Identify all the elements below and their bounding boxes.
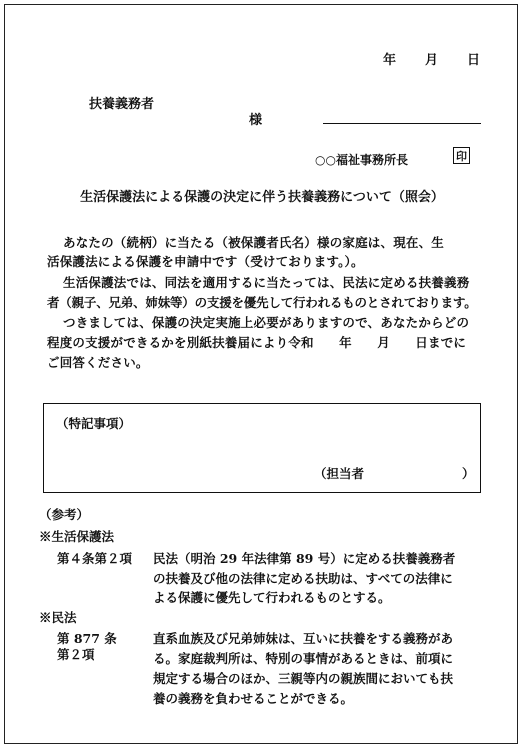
- body-line: 程度の支援ができるかを別紙扶養届により令和 年 月 日までに: [47, 335, 467, 350]
- reference-heading: （参考）: [39, 507, 90, 522]
- reference-text-line: 養の義務を負わせることができる。: [153, 691, 354, 706]
- reference-law-title: ※生活保護法: [39, 529, 115, 544]
- contact-person-label: （担当者: [314, 466, 365, 481]
- contact-person-close: ）: [462, 466, 475, 481]
- reference-text-line: よる保護に優先して行われるものとする。: [153, 590, 391, 605]
- reference-text-line: る。家庭裁判所は、特別の事情があるときは、前項に: [153, 651, 454, 666]
- date-month: 月: [425, 53, 439, 68]
- reference-article: 第 877 条: [57, 631, 117, 646]
- reference-text-line: の扶養及び他の法律に定める扶助は、すべての法律に: [153, 571, 453, 586]
- reference-article: 第２項: [57, 647, 95, 662]
- recipient-honorific: 様: [249, 113, 263, 128]
- reference-text-line: 直系血族及び兄弟姉妹は、互いに扶養をする義務があ: [153, 631, 454, 646]
- reference-article: 第４条第２項: [57, 551, 133, 566]
- date-year: 年: [383, 53, 397, 68]
- body-line: 活保護法による保護を申請中です（受けております。）。: [47, 254, 364, 269]
- reference-law-title: ※民法: [39, 610, 77, 625]
- recipient-name-line: [323, 123, 481, 124]
- reference-text-line: 規定する場合のほか、三親等内の親族間においても扶: [153, 671, 454, 686]
- reference-text-line: 民法（明治 29 年法律第 89 号）に定める扶養義務者: [153, 551, 456, 566]
- document-page: [4, 4, 518, 744]
- body-line: ご回答ください。: [47, 355, 149, 370]
- document-title: 生活保護法による保護の決定に伴う扶養義務について（照会）: [80, 190, 444, 205]
- seal-box: 印: [453, 147, 470, 164]
- body-line: 生活保護法では、同法を適用するに当たっては、民法に定める扶養義務: [63, 275, 470, 290]
- remarks-label: （特記事項）: [56, 416, 132, 431]
- body-line: 者（親子、兄弟、姉妹等）の支援を優先して行われるものとされております。: [47, 295, 477, 310]
- body-line: あなたの（続柄）に当たる（被保護者氏名）様の家庭は、現在、生: [63, 235, 445, 250]
- office-name: ○○福祉事務所長: [315, 153, 408, 167]
- body-line: つきましては、保護の決定実施上必要がありますので、あなたからどの: [63, 315, 470, 330]
- recipient-label: 扶養義務者: [89, 97, 155, 112]
- date-day: 日: [467, 53, 481, 68]
- remarks-box: [43, 403, 481, 493]
